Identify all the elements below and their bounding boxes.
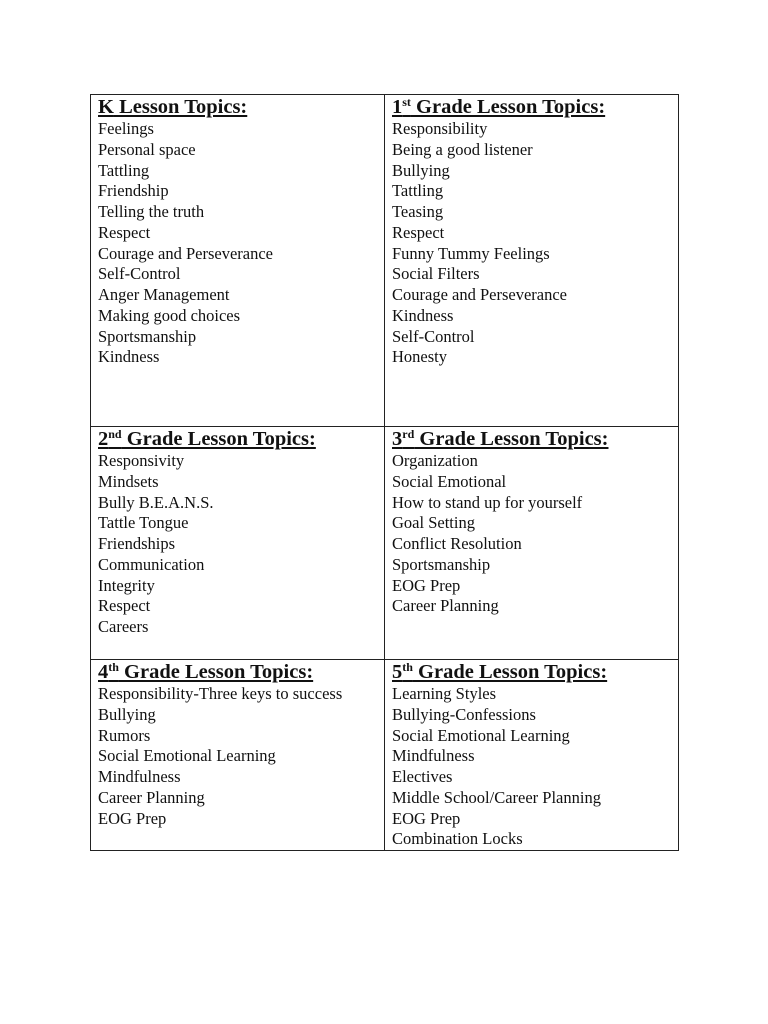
lesson-topics-table <box>90 94 679 851</box>
topic-item: Electives <box>392 767 453 786</box>
topic-list <box>392 684 672 850</box>
cell-title: 2nd Grade Lesson Topics: <box>98 427 316 450</box>
cell-grade-5 <box>385 660 679 851</box>
topic-item: Sportsmanship <box>98 326 197 346</box>
cell-title: 3rd Grade Lesson Topics: <box>392 427 609 450</box>
topic-item: Respect <box>98 222 151 242</box>
topic-item: Courage and Perseverance <box>392 285 567 304</box>
topic-item: Courage and Perseverance <box>98 243 273 263</box>
topic-item: Responsibility-Three keys to success <box>98 684 343 703</box>
topic-item: Communication <box>98 554 205 574</box>
topic-item: EOG Prep <box>392 575 461 595</box>
topic-item: Self-Control <box>98 264 181 284</box>
topic-list <box>98 119 378 368</box>
topic-item: Social Emotional Learning <box>392 725 570 745</box>
topic-item: Self-Control <box>392 326 475 346</box>
topic-item: Responsibility <box>392 119 488 138</box>
cell-grade-4 <box>91 660 385 851</box>
topic-item: Telling the truth <box>98 202 205 221</box>
cell-kindergarten <box>91 95 385 427</box>
topic-item: EOG Prep <box>392 808 461 828</box>
table-row <box>91 95 679 427</box>
topic-item: Bullying <box>98 704 156 724</box>
topic-item: Social Emotional Learning <box>98 746 276 766</box>
topic-item: EOG Prep <box>98 808 167 828</box>
cell-title: 5th Grade Lesson Topics: <box>392 660 608 683</box>
topic-item: Funny Tummy Feelings <box>392 243 550 263</box>
topic-item: Organization <box>392 451 478 470</box>
topic-item: Honesty <box>392 347 447 367</box>
topic-list <box>98 451 378 638</box>
topic-item: Social Filters <box>392 264 480 284</box>
topic-item: Respect <box>98 596 151 616</box>
topic-item: Mindfulness <box>98 767 181 786</box>
cell-title: 4th Grade Lesson Topics: <box>98 660 314 683</box>
topic-item: Feelings <box>98 119 154 138</box>
topic-item: Kindness <box>98 347 160 367</box>
topic-item: Careers <box>98 617 149 636</box>
topic-item: Teasing <box>392 202 444 221</box>
topic-item: Tattling <box>392 181 444 201</box>
topic-item: Anger Management <box>98 285 230 304</box>
topic-item: Mindfulness <box>392 746 475 766</box>
topic-item: Tattling <box>98 160 150 180</box>
topic-item: Responsivity <box>98 451 185 470</box>
topic-item: Friendship <box>98 181 169 201</box>
table-row <box>91 427 679 660</box>
topic-item: Rumors <box>98 725 151 745</box>
topic-item: Learning Styles <box>392 684 497 703</box>
topic-item: Conflict Resolution <box>392 534 522 553</box>
topic-item: How to stand up for yourself <box>392 492 583 512</box>
topic-item: Bullying <box>392 160 450 180</box>
cell-grade-2 <box>91 427 385 660</box>
topic-item: Tattle Tongue <box>98 513 189 533</box>
cell-title: K Lesson Topics: <box>98 96 248 118</box>
cell-grade-1 <box>385 95 679 427</box>
topic-item: Bully B.E.A.N.S. <box>98 492 214 512</box>
topic-item: Integrity <box>98 575 155 595</box>
topic-item: Personal space <box>98 139 196 159</box>
topic-item: Sportsmanship <box>392 554 491 574</box>
topic-item: Respect <box>392 222 445 242</box>
topic-item: Bullying-Confessions <box>392 704 536 724</box>
topic-item: Goal Setting <box>392 513 475 533</box>
topic-item: Friendships <box>98 534 176 553</box>
topic-item: Kindness <box>392 305 454 325</box>
topic-item: Combination Locks <box>392 829 523 849</box>
topic-list <box>392 451 672 617</box>
topic-item: Being a good listener <box>392 139 533 159</box>
topic-item: Social Emotional <box>392 471 507 491</box>
topic-item: Making good choices <box>98 305 241 325</box>
topic-item: Middle School/Career Planning <box>392 787 601 807</box>
table-row <box>91 660 679 851</box>
cell-title: 1st Grade Lesson Topics: <box>392 95 606 118</box>
topic-item: Career Planning <box>392 596 499 616</box>
topic-list <box>392 119 672 368</box>
topic-list <box>98 684 378 829</box>
cell-grade-3 <box>385 427 679 660</box>
topic-item: Mindsets <box>98 471 159 491</box>
topic-item: Career Planning <box>98 787 205 807</box>
